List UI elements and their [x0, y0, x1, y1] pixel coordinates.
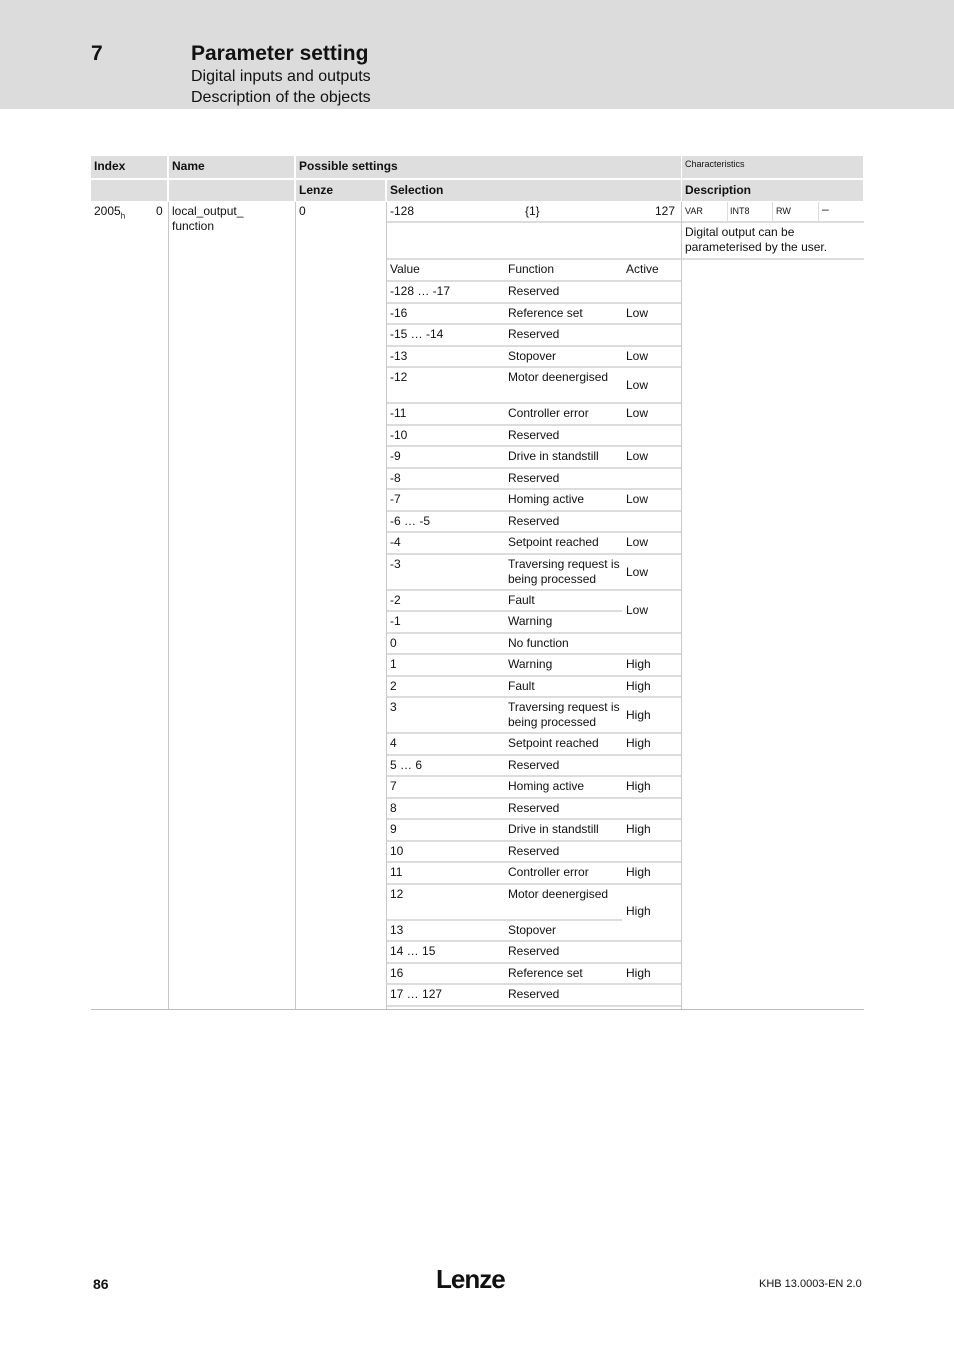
column-divider [295, 202, 296, 1010]
active-cell: High [626, 822, 651, 836]
value-cell: 5 … 6 [390, 757, 423, 772]
subindex-value: 0 [156, 204, 163, 218]
row-divider [387, 818, 681, 820]
active-cell: High [626, 736, 651, 750]
description-text: Digital output can be parameterised by the user. [685, 225, 828, 254]
row-divider [387, 467, 681, 469]
lenze-default: 0 [299, 204, 306, 218]
active-cell: High [626, 708, 651, 722]
header-index-blank [91, 180, 167, 201]
function-cell: Reserved [508, 757, 560, 772]
function-cell: Motor deenergised [508, 886, 609, 901]
header-description: Description [682, 180, 863, 201]
header-characteristics: Characteristics [682, 156, 863, 178]
active-cell: Low [626, 449, 649, 463]
value-cell: -6 … -5 [390, 513, 431, 528]
chapter-number: 7 [91, 42, 103, 65]
column-divider [168, 202, 169, 1010]
active-header: Active [626, 262, 659, 276]
value-cell: -16 [390, 305, 408, 320]
function-cell: Controller error [508, 406, 589, 420]
value-cell: 17 … 127 [390, 987, 443, 1001]
row-divider [387, 775, 681, 777]
function-cell: Reserved [508, 327, 560, 341]
row-divider [387, 861, 681, 863]
function-cell: Reference set [508, 965, 583, 980]
char-divider [727, 202, 728, 221]
char-access: RW [776, 206, 791, 216]
value-header: Value [390, 262, 420, 276]
row-divider [387, 510, 681, 512]
active-cell-merged: Low [626, 603, 649, 617]
row-divider [387, 983, 681, 985]
value-cell: -2 [390, 592, 401, 607]
function-cell: Setpoint reached [508, 535, 599, 549]
value-cell: -7 [390, 492, 401, 506]
value-cell: -15 … -14 [390, 327, 444, 341]
chapter-title: Parameter setting [191, 42, 369, 65]
row-divider [387, 488, 681, 490]
char-divider [772, 202, 773, 221]
value-cell: -128 … -17 [390, 284, 451, 298]
row-divider [387, 424, 681, 426]
function-cell: No function [508, 635, 569, 650]
function-cell: Reserved [508, 284, 560, 298]
row-divider [387, 445, 681, 447]
active-cell: High [626, 965, 651, 980]
char-divider [818, 202, 819, 221]
row-divider [387, 797, 681, 799]
parameter-name-line2: function [172, 219, 215, 233]
row-divider [387, 632, 681, 634]
row-divider [387, 610, 622, 612]
row-divider [387, 589, 681, 591]
selection-max: 127 [655, 204, 676, 218]
selection-step: {1} [525, 204, 540, 218]
lenze-logo: Lenze [436, 1264, 505, 1294]
active-cell: High [626, 779, 651, 793]
active-cell: Low [626, 535, 649, 549]
row-divider [387, 1005, 681, 1007]
value-cell: -12 [390, 370, 408, 384]
value-cell: -11 [390, 406, 407, 420]
subsection-subtitle: Description of the objects [191, 89, 371, 106]
row-divider [387, 258, 681, 260]
index-value: $2005_h$ [94, 204, 126, 221]
char-extra: – [822, 202, 829, 216]
row-divider [387, 840, 681, 842]
function-cell: Warning [508, 657, 553, 671]
row-divider [387, 402, 681, 404]
active-cell: Low [626, 564, 649, 579]
row-divider [387, 732, 681, 734]
row-divider [387, 221, 681, 223]
row-divider [387, 919, 622, 921]
value-cell: 0 [390, 635, 397, 650]
function-cell: Traversing request is being processed [508, 700, 620, 729]
row-divider [387, 883, 681, 885]
header-index: Index [91, 156, 167, 178]
function-cell: Reserved [508, 987, 560, 1001]
function-cell: Warning [508, 614, 553, 628]
function-cell: Reserved [508, 944, 560, 958]
row-divider [387, 940, 681, 942]
function-cell: Drive in standstill [508, 449, 599, 463]
function-cell: Drive in standstill [508, 822, 599, 836]
row-divider [387, 553, 681, 555]
function-cell: Homing active [508, 779, 585, 793]
value-cell: 8 [390, 800, 397, 815]
active-cell-merged: High [626, 904, 651, 919]
function-cell: Stopover [508, 922, 557, 937]
table-bottom-border [91, 1009, 864, 1010]
function-cell: Reserved [508, 470, 560, 485]
value-cell: -13 [390, 348, 408, 363]
value-cell: 12 [390, 886, 404, 901]
active-cell: High [626, 865, 651, 879]
value-cell: 1 [390, 657, 397, 671]
row-divider [387, 962, 681, 964]
active-cell: Low [626, 492, 649, 506]
char-var: VAR [685, 206, 703, 216]
function-cell: Reference set [508, 305, 583, 320]
function-cell: Controller error [508, 865, 589, 879]
header-name: Name [169, 156, 294, 178]
value-cell: 7 [390, 779, 397, 793]
function-cell: Stopover [508, 348, 557, 363]
value-cell: 14 … 15 [390, 944, 436, 958]
function-cell: Reserved [508, 513, 560, 528]
row-divider [387, 754, 681, 756]
page-number: 86 [93, 1276, 109, 1292]
active-cell: Low [626, 378, 649, 392]
parameter-name [172, 204, 243, 234]
column-divider [681, 202, 682, 1010]
function-cell: Motor deenergised [508, 370, 609, 384]
row-divider [387, 366, 681, 368]
row-divider [682, 221, 864, 223]
value-cell: 2 [390, 678, 397, 693]
function-cell: Fault [508, 592, 535, 607]
value-cell: -10 [390, 427, 408, 442]
function-cell: Reserved [508, 843, 560, 858]
active-cell: Low [626, 305, 649, 320]
function-cell: Setpoint reached [508, 736, 599, 750]
value-cell: -3 [390, 556, 401, 571]
document-id: KHB 13.0003-EN 2.0 [759, 1278, 862, 1290]
value-cell: 9 [390, 822, 397, 836]
row-divider [387, 280, 681, 282]
function-cell: Traversing request is being processed [508, 556, 620, 586]
row-divider [682, 258, 864, 260]
header-lenze: Lenze [296, 180, 385, 201]
function-header: Function [508, 262, 555, 276]
header-possible-settings: Possible settings [296, 156, 681, 178]
value-cell: 11 [390, 865, 403, 879]
value-cell: 10 [390, 843, 404, 858]
row-divider [387, 653, 681, 655]
row-divider [387, 696, 681, 698]
page-header [0, 0, 954, 109]
active-cell: Low [626, 348, 649, 363]
header-selection: Selection [387, 180, 681, 201]
header-name-blank [169, 180, 294, 201]
value-cell: 16 [390, 965, 404, 980]
row-divider [387, 675, 681, 677]
value-cell: 3 [390, 700, 397, 714]
value-cell: -8 [390, 470, 401, 485]
value-cell: 13 [390, 922, 404, 937]
selection-min: -128 [390, 204, 415, 218]
section-subtitle: Digital inputs and outputs [191, 68, 371, 85]
active-cell: Low [626, 406, 649, 420]
row-divider [387, 323, 681, 325]
char-type: INT8 [730, 206, 750, 216]
function-cell: Reserved [508, 427, 560, 442]
row-divider [387, 302, 681, 304]
value-cell: -9 [390, 449, 401, 463]
function-cell: Fault [508, 678, 535, 693]
value-cell: -1 [390, 614, 401, 628]
parameter-name-line1: local_output_ [172, 204, 244, 218]
active-cell: High [626, 678, 651, 693]
active-cell: High [626, 657, 651, 671]
function-cell: Homing active [508, 492, 585, 506]
row-divider [387, 345, 681, 347]
function-cell: Reserved [508, 800, 560, 815]
value-cell: 4 [390, 736, 397, 750]
row-divider [387, 531, 681, 533]
value-cell: -4 [390, 535, 401, 549]
